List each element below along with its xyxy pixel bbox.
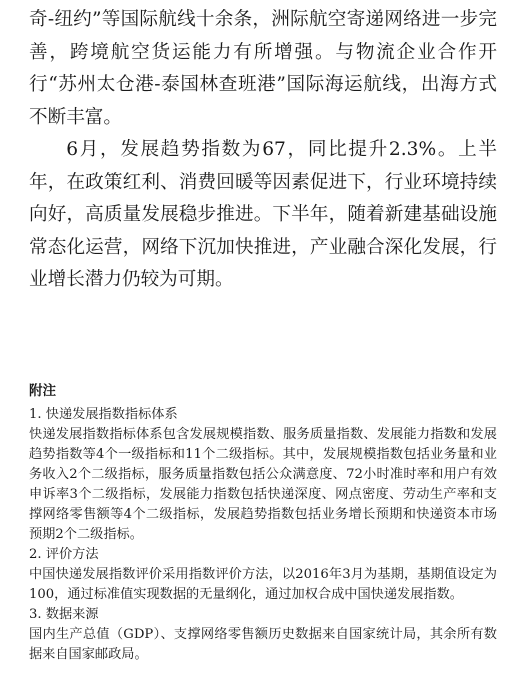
note-body-indicator-system: 快递发展指数指标体系包含发展规模指数、服务质量指数、发展能力指数和发展趋势指数等4个一级指标和11个二级指标。其中，发展规模指数包括业务量和业务收入2个二级指标，服务质量指数包括公众满意度、72小时准时率和用户有效申诉率3个二级指标，发展能力指数包括快递深度、网点密度、劳动生产率和支撑网络零售额等4个二级指标，发展趋势指数包括业务增长预期和快递资本市场预期2个二级指标。 bbox=[29, 427, 497, 542]
paragraph-international-routes: 奇-纽约”等国际航线十余条，洲际航空寄递网络进一步完善，跨境航空货运能力有所增强。与物流企业合作开行“苏州太仓港-泰国林查班港”国际海运航线，出海方式不断丰富。 bbox=[29, 9, 497, 128]
note-title-indicator-system: 1. 快递发展指数指标体系 bbox=[29, 407, 178, 422]
note-title-evaluation-method: 2. 评价方法 bbox=[29, 547, 99, 562]
paragraph-development-trend: 6月，发展趋势指数为67，同比提升2.3%。上半年，在政策红利、消费回暖等因素促进下，行业环境持续向好，高质量发展稳步推进。下半年，随着新建基础设施常态化运营，网络下沉加快推进，产业融合深化发展，行业增长潜力仍较为可期。 bbox=[29, 139, 497, 290]
note-title-data-source: 3. 数据来源 bbox=[29, 607, 99, 622]
notes-section bbox=[29, 381, 497, 665]
notes-heading: 附注 bbox=[29, 383, 56, 399]
note-body-evaluation-method: 中国快递发展指数评价采用指数评价方法，以2016年3月为基期，基期值设定为100，通过标准值实现数据的无量纲化，通过加权合成中国快递发展指数。 bbox=[29, 567, 497, 602]
note-body-data-source: 国内生产总值（GDP）、支撑网络零售额历史数据来自国家统计局，其余所有数据来自国家邮政局。 bbox=[29, 627, 497, 662]
main-text bbox=[29, 4, 497, 297]
